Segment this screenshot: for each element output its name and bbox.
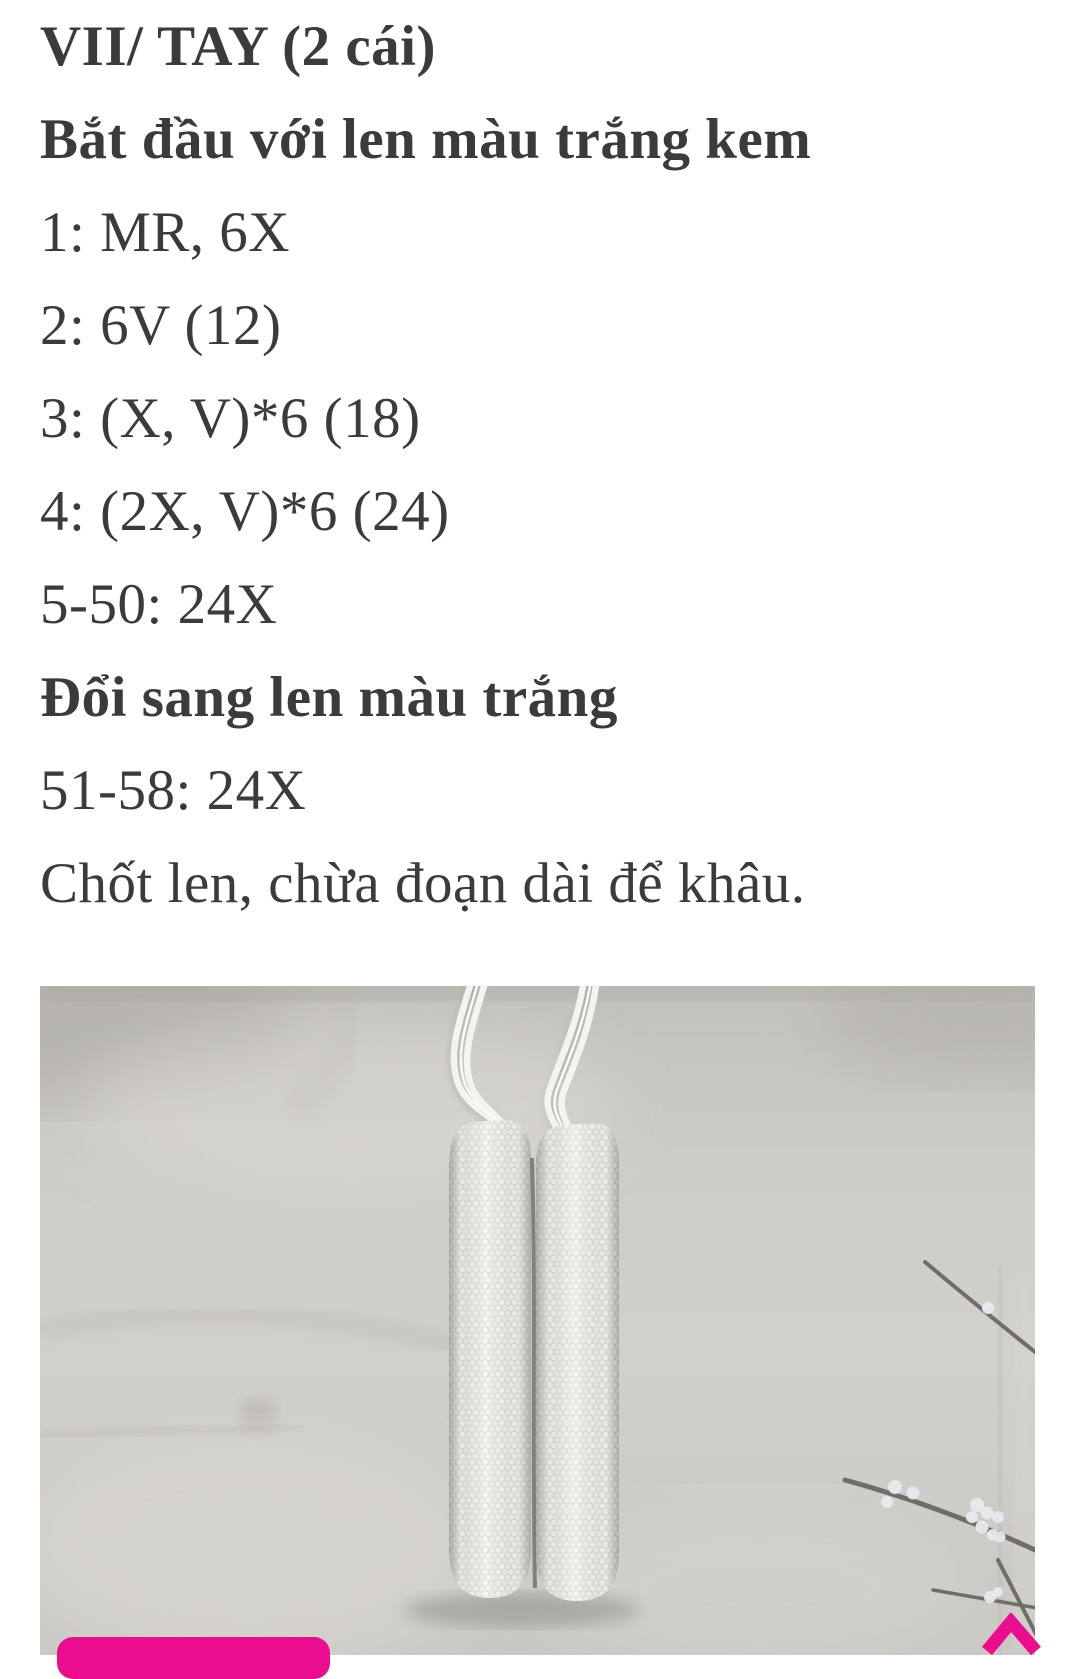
crochet-tube-left xyxy=(449,1120,531,1598)
crochet-arms-photo xyxy=(40,986,1035,1655)
yarn-instruction-2: Đổi sang len màu trắng xyxy=(40,666,618,729)
round-line: 51-58: 24X xyxy=(40,759,307,822)
round-line: 1: MR, 6X xyxy=(40,201,290,264)
pink-banner-partial[interactable] xyxy=(57,1637,330,1679)
yarn-instruction-1: Bắt đầu với len màu trắng kem xyxy=(40,108,812,171)
round-line: 5-50: 24X xyxy=(40,573,278,636)
tube-gap-shadow xyxy=(532,1158,535,1588)
scroll-to-top-button[interactable] xyxy=(980,1613,1044,1655)
photo-canvas xyxy=(40,986,1035,1655)
round-line: 4: (2X, V)*6 (24) xyxy=(40,480,450,543)
crochet-tube-right xyxy=(536,1123,619,1601)
round-line: 2: 6V (12) xyxy=(40,294,282,357)
chevron-up-icon xyxy=(980,1613,1044,1655)
round-line: 3: (X, V)*6 (18) xyxy=(40,387,421,450)
finishing-note: Chốt len, chừa đoạn dài để khâu. xyxy=(40,852,806,915)
tube-shadow xyxy=(404,1593,640,1627)
section-heading: VII/ TAY (2 cái) xyxy=(40,15,436,78)
